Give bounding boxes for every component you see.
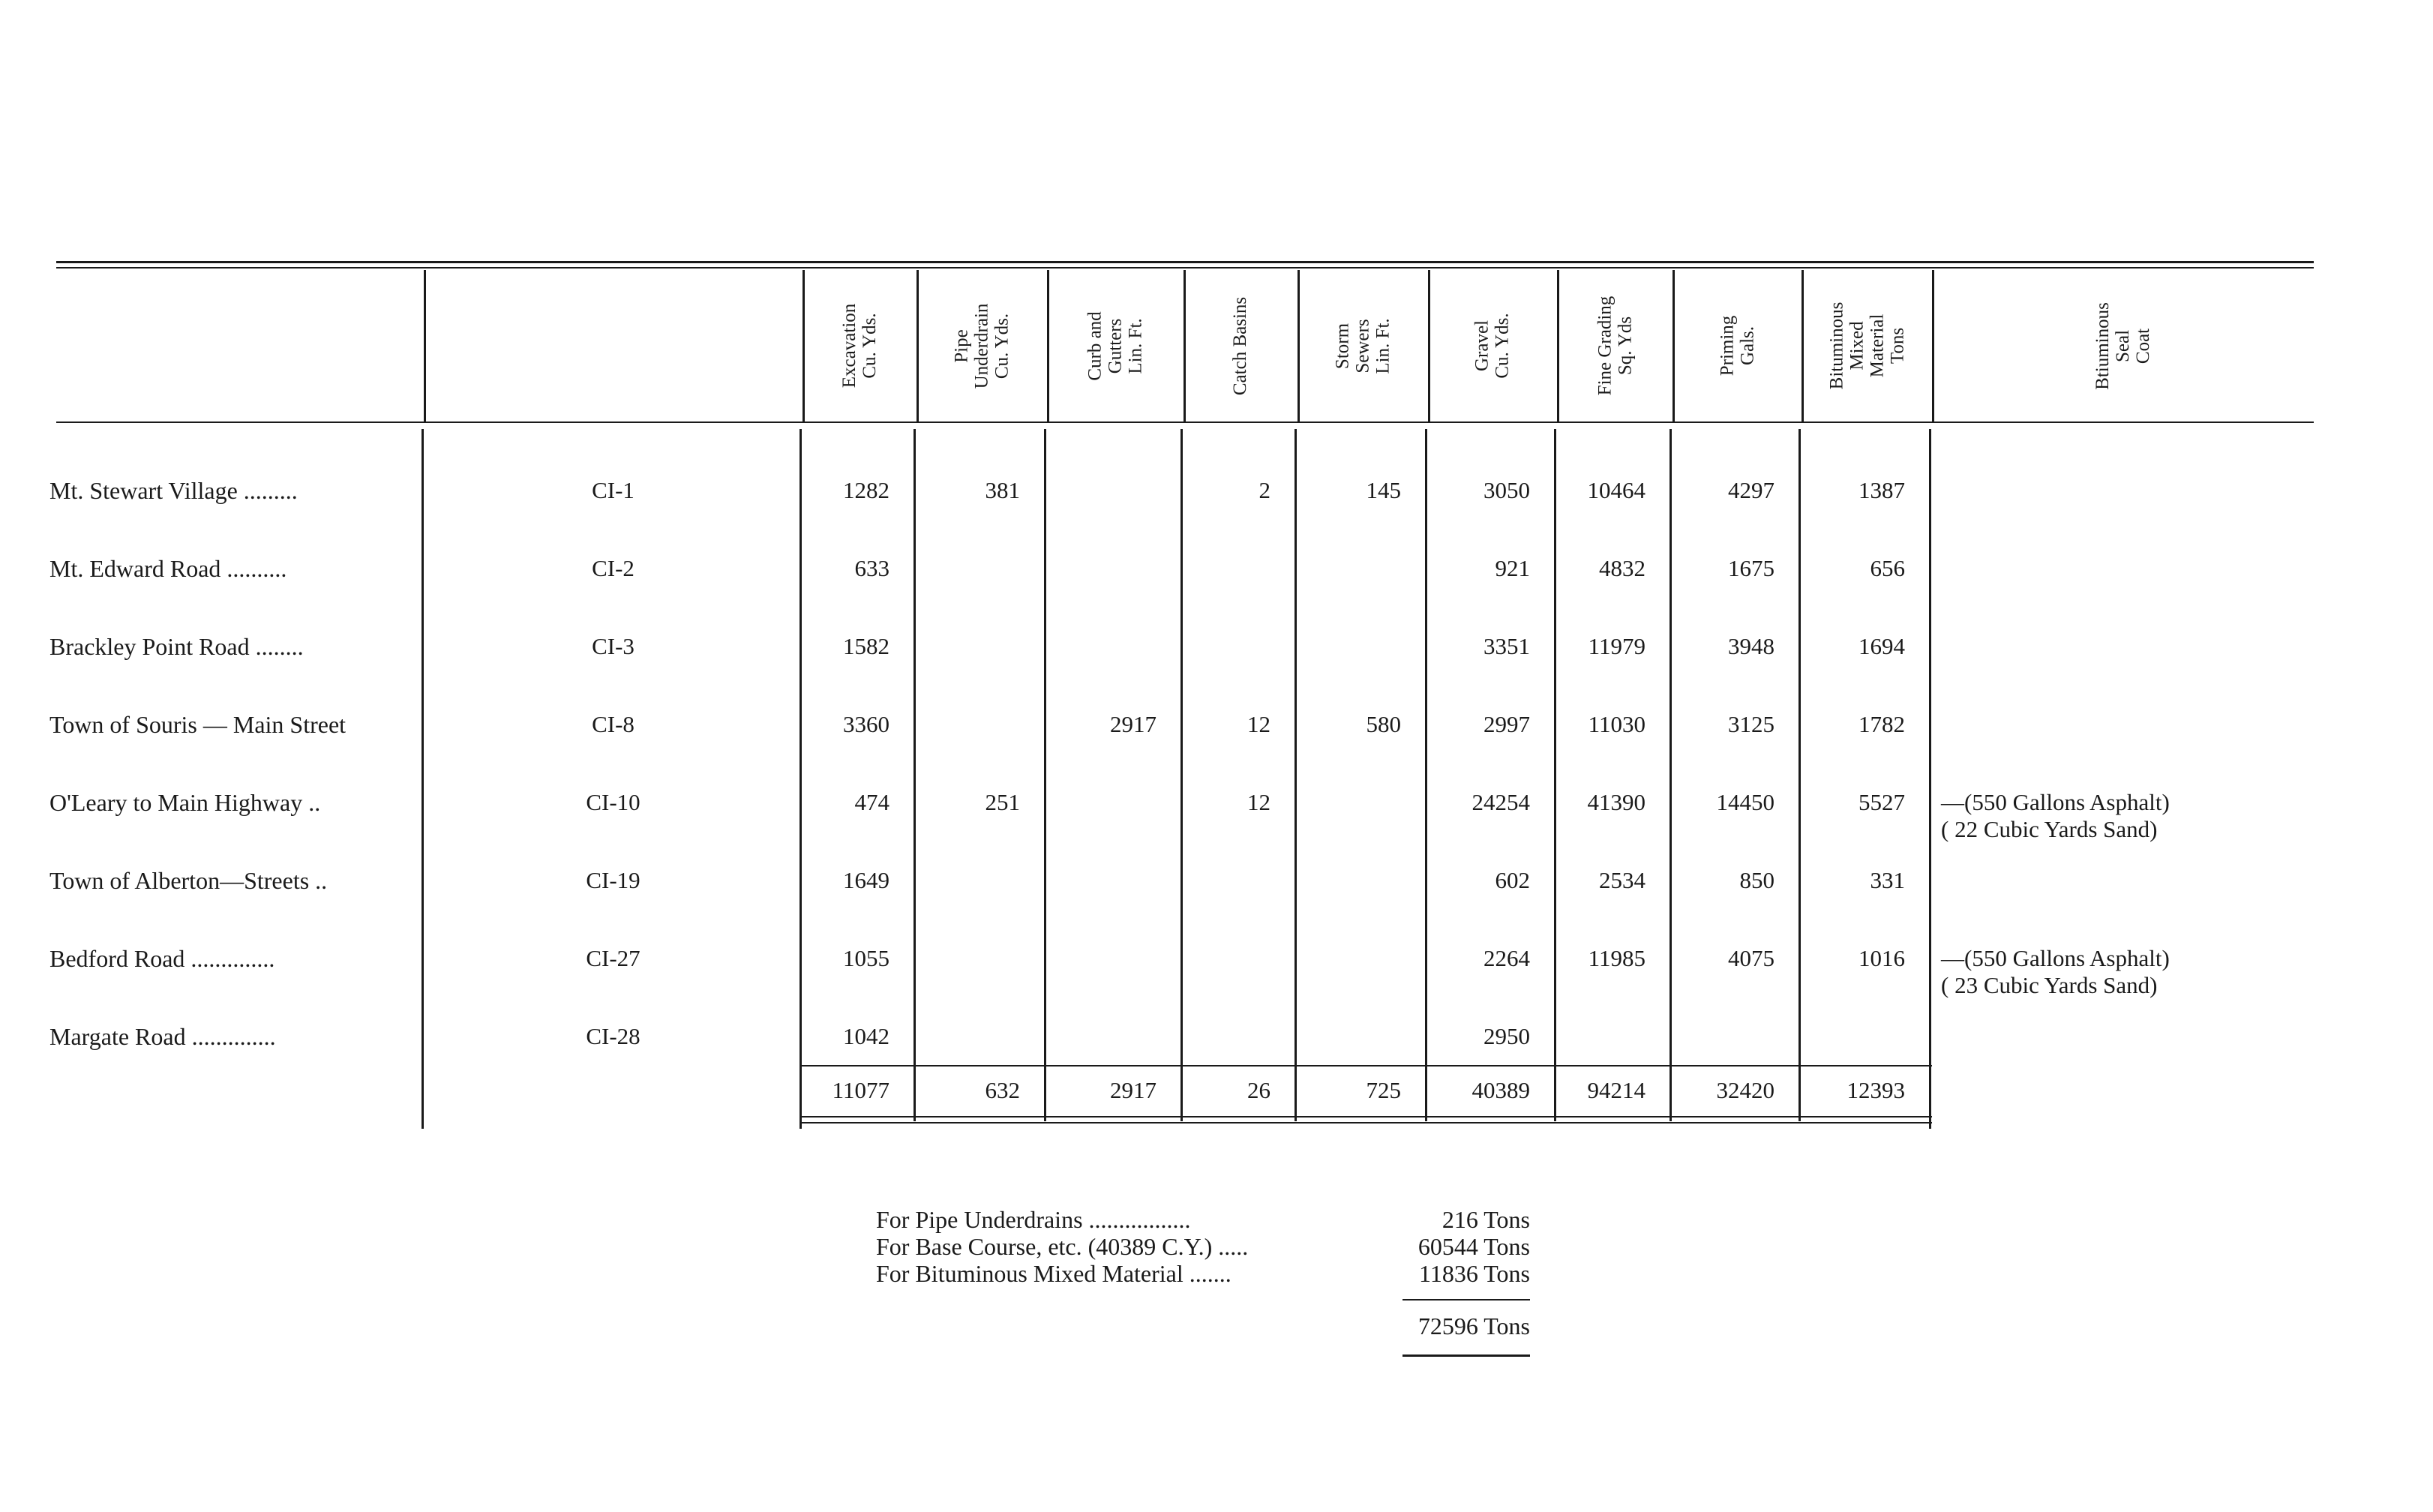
table-cell: 5527 [1858,789,1905,815]
table-cell: 3948 [1728,633,1774,659]
seal-coat-note: ( 23 Cubic Yards Sand) [1941,972,2158,998]
totals-bottom-rule [800,1116,1932,1118]
table-cell: 921 [1495,555,1530,581]
header-line: Fine Grading [1594,296,1615,396]
header-fine [1557,272,1672,420]
header-excavation [802,272,916,420]
table-cell: 3360 [843,711,890,737]
header-line: Pipe [951,328,972,363]
header-curb [1047,272,1184,420]
table-cell: 602 [1495,867,1530,893]
header-line: Coat [2133,328,2153,364]
body-column-rule [1425,429,1427,1121]
table-cell: 1055 [843,945,890,971]
header-pipe [916,272,1047,420]
table-cell: 4297 [1728,477,1774,503]
header-line: Cu. Yds. [992,313,1012,379]
header-line: Excavation [838,303,860,388]
header-line: Tons [1887,327,1907,364]
totals-bottom-rule-2 [800,1122,1932,1124]
project-number: CI-1 [592,477,634,503]
total-cell: 12393 [1846,1077,1905,1103]
highway-name: Mt. Stewart Village ......... [50,477,298,504]
body-column-rule [1798,429,1801,1121]
table-cell: 2950 [1484,1023,1530,1049]
footnote-total-rule [1402,1354,1530,1357]
body-column-rule [1044,429,1046,1121]
table-cell: 1016 [1858,945,1905,971]
table-cell: 381 [985,477,1020,503]
header-column-rule [424,270,426,422]
header-line: Btiuminous [2092,302,2113,390]
header-top-rule [56,261,2314,263]
header-gravel [1428,272,1557,420]
total-cell: 94214 [1587,1077,1646,1103]
project-number: CI-2 [592,555,634,581]
header-catch [1184,272,1298,420]
table-cell: 14450 [1716,789,1774,815]
header-pipe-label [952,303,1012,388]
highway-name: Margate Road .............. [50,1023,276,1050]
body-column-rule [1180,429,1183,1121]
table-cell: 11985 [1588,945,1646,971]
total-cell: 11077 [832,1077,890,1103]
total-cell: 632 [985,1077,1020,1103]
project-number: CI-3 [592,633,634,659]
header-gravel-label [1472,313,1513,378]
footnote-item-value: 216 Tons [1442,1206,1530,1233]
footnote-item-label: For Pipe Underdrains ................. [876,1206,1191,1233]
table-cell: 1675 [1728,555,1774,581]
highway-name: O'Leary to Main Highway .. [50,789,321,816]
header-line: Sewers [1352,318,1373,374]
table-cell: 1387 [1858,477,1905,503]
header-line: Gutters [1105,318,1126,374]
table-cell: 2264 [1484,945,1530,971]
header-line: Cu. Yds. [859,313,880,379]
highway-name: Town of Souris — Main Street [50,711,346,738]
header-bottom-rule [56,422,2314,423]
table-cell: 12 [1247,789,1270,815]
table-cell: 2997 [1484,711,1530,737]
header-line: Lin. Ft. [1125,317,1146,374]
table-cell: 11030 [1588,711,1646,737]
table-cell: 1282 [843,477,890,503]
header-line: Bituminous [1826,302,1846,390]
total-cell: 26 [1247,1077,1270,1103]
table-cell: 580 [1366,711,1401,737]
header-catch-label [1231,296,1251,394]
table-cell: 1649 [843,867,890,893]
header-line: Gravel [1472,320,1492,372]
highway-name: Bedford Road .............. [50,945,275,972]
header-priming-label [1717,316,1757,376]
body-column-rule [1294,429,1297,1121]
header-excavation-label [839,304,880,388]
footnote-item-label: For Base Course, etc. (40389 C.Y.) ..... [876,1233,1249,1260]
footnote-item-label: For Bituminous Mixed Material ....... [876,1260,1232,1287]
header-storm [1298,272,1428,420]
footnote-sum-rule [1402,1299,1530,1300]
table-cell: 3351 [1484,633,1530,659]
footnote-total: 72596 Tons [1418,1312,1530,1340]
project-number: CI-27 [586,945,640,971]
header-line: Gals. [1736,326,1757,366]
table-cell: 41390 [1587,789,1646,815]
table-cell: 2 [1258,477,1270,503]
table-cell: 3050 [1484,477,1530,503]
header-curb-label [1084,311,1145,380]
project-number: CI-19 [586,867,640,893]
header-line: Cu. Yds. [1492,313,1513,379]
project-number: CI-8 [592,711,634,737]
body-column-rule [914,429,916,1121]
project-number: CI-10 [586,789,640,815]
table-cell: 474 [854,789,890,815]
seal-coat-note: ( 22 Cubic Yards Sand) [1941,816,2158,842]
header-line: Mixed [1846,321,1867,370]
seal-coat-note: —(550 Gallons Asphalt) [1941,945,2170,971]
header-seal [1932,272,2314,420]
table-cell: 251 [985,789,1020,815]
highway-name: Mt. Edward Road .......... [50,555,287,582]
table-cell: 2534 [1599,867,1646,893]
table-cell: 1582 [843,633,890,659]
header-bitmix-label [1826,302,1907,390]
total-cell: 2917 [1110,1077,1156,1103]
project-number: CI-28 [586,1023,640,1049]
table-cell: 145 [1366,477,1401,503]
totals-top-rule [800,1065,1932,1066]
header-bitmix [1802,272,1932,420]
table-cell: 10464 [1587,477,1646,503]
table-cell: 4832 [1599,555,1646,581]
header-line: Material [1867,314,1887,378]
table-cell: 24254 [1472,789,1530,815]
footnote-item-value: 11836 Tons [1419,1260,1530,1287]
body-column-rule [1670,429,1672,1121]
body-column-rule [1929,429,1931,1129]
table-cell: 1782 [1858,711,1905,737]
header-storm-label [1332,318,1393,374]
header-line: Curb and [1084,310,1106,381]
header-line: Catch Basins [1230,296,1251,395]
table-cell: 4075 [1728,945,1774,971]
table-cell: 3125 [1728,711,1774,737]
header-line: Storm [1332,322,1353,369]
total-cell: 32420 [1716,1077,1774,1103]
header-priming [1672,272,1802,420]
table-cell: 656 [1870,555,1905,581]
body-column-rule [1554,429,1556,1121]
highway-name: Town of Alberton—Streets .. [50,867,328,894]
header-line: Lin. Ft. [1372,317,1394,374]
table-cell: 2917 [1110,711,1156,737]
header-line: Sq. Yds [1615,316,1635,376]
header-fine-label [1594,296,1635,396]
header-line: Seal [2113,329,2133,362]
highway-name: Brackley Point Road ........ [50,633,304,660]
table-cell: 12 [1247,711,1270,737]
footnote-item-value: 60544 Tons [1418,1233,1530,1260]
total-cell: 40389 [1472,1077,1530,1103]
table-cell: 11979 [1588,633,1646,659]
table-cell: 1042 [843,1023,890,1049]
header-line: Priming [1716,315,1737,376]
table-cell: 850 [1739,867,1774,893]
header-seal-label [2092,302,2153,390]
header-top-rule-thin [56,267,2314,268]
total-cell: 725 [1366,1077,1401,1103]
table-cell: 633 [854,555,890,581]
table-cell: 1694 [1858,633,1905,659]
seal-coat-note: —(550 Gallons Asphalt) [1941,789,2170,815]
header-line: Underdrain [971,303,992,388]
table-cell: 331 [1870,867,1905,893]
